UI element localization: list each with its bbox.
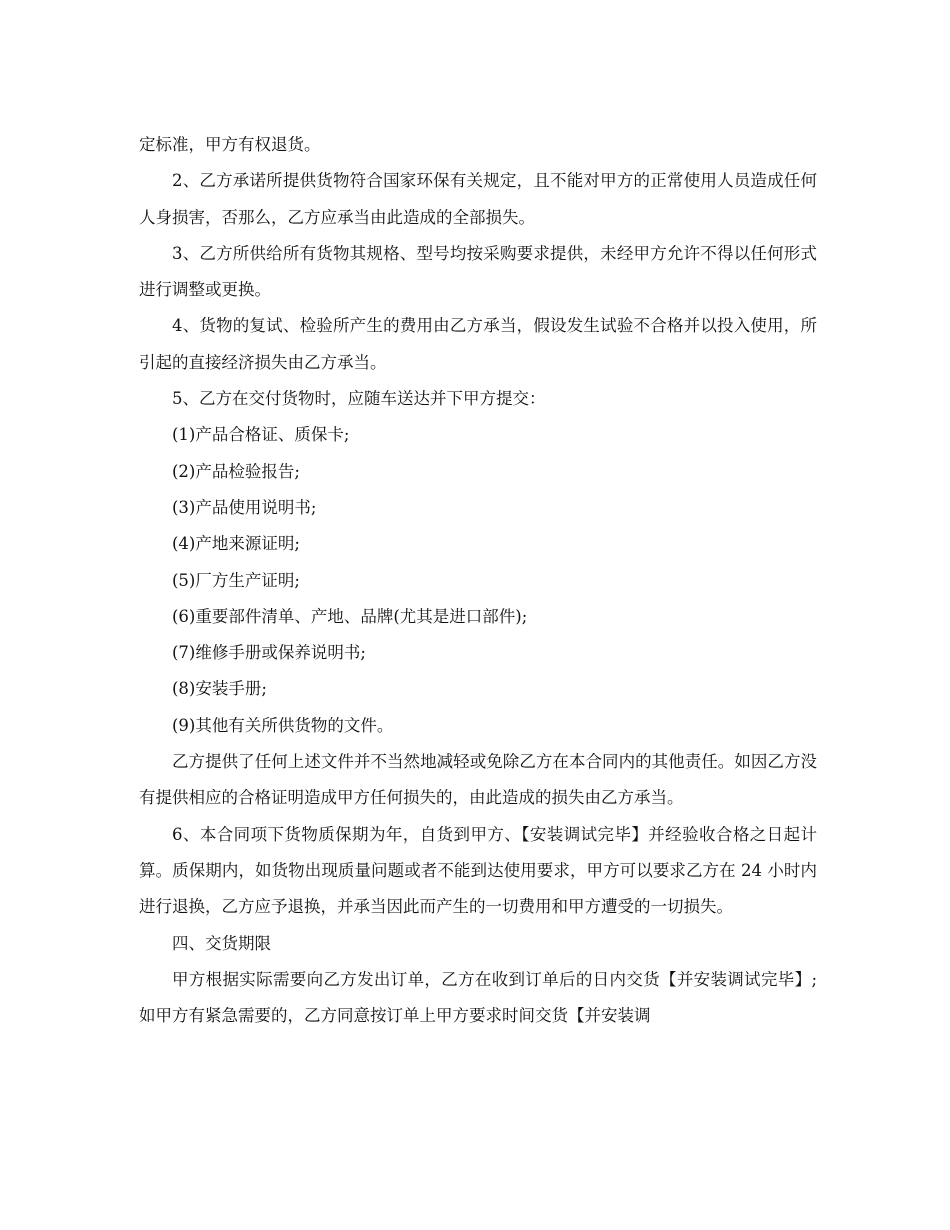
paragraph-6: 乙方提供了任何上述文件并不当然地减轻或免除乙方在本合同内的其他责任。如因乙方没有提供相应的合格证明造成甲方任何损失的，由此造成的损失由乙方承当。 [139, 752, 817, 808]
list-item-6: (6)重要部件清单、产地、品牌(尤其是进口部件); [172, 606, 528, 626]
paragraph-7: 6、本合同项下货物质保期为年，自货到甲方、【安装调试完毕】并经验收合格之日起计算。质保期内，如货物出现质量问题或者不能到达使用要求，甲方可以要求乙方在 24 小时内进行退换，乙方应予退换，并承当因此而产生的一切费用和甲方遭受的一切损失。 [139, 824, 817, 917]
paragraph-5: 5、乙方在交付货物时，应随车送达并下甲方提交： [172, 389, 546, 409]
document-body [139, 127, 817, 1034]
paragraph-8: 甲方根据实际需要向乙方发出订单，乙方在收到订单后的日内交货【并安装调试完毕】;如甲方有紧急需要的，乙方同意按订单上甲方要求时间交货【并安装调 [139, 969, 817, 1026]
list-item-5: (5)厂方生产证明; [172, 570, 300, 590]
paragraph-4: 4、货物的复试、检验所产生的费用由乙方承当，假设发生试验不合格并以投入使用，所引起的直接经济损失由乙方承当。 [139, 316, 817, 372]
list-item-7: (7)维修手册或保养说明书; [172, 643, 366, 663]
list-item-9: (9)其他有关所供货物的文件。 [172, 715, 394, 735]
paragraph-3: 3、乙方所供给所有货物其规格、型号均按采购要求提供，未经甲方允许不得以任何形式进行调整或更换。 [139, 243, 817, 300]
list-item-3: (3)产品使用说明书; [172, 497, 317, 517]
list-item-1: (1)产品合格证、质保卡; [172, 425, 350, 445]
paragraph-2: 2、乙方承诺所提供货物符合国家环保有关规定，且不能对甲方的正常使用人员造成任何人身损害，否那么，乙方应承当由此造成的全部损失。 [139, 171, 817, 227]
list-item-2: (2)产品检验报告; [172, 461, 300, 481]
section-heading-delivery: 四、交货期限 [172, 933, 271, 953]
list-item-4: (4)产地来源证明; [172, 534, 300, 554]
list-item-8: (8)安装手册; [172, 679, 267, 699]
paragraph-1: 定标准，甲方有权退货。 [139, 135, 321, 154]
